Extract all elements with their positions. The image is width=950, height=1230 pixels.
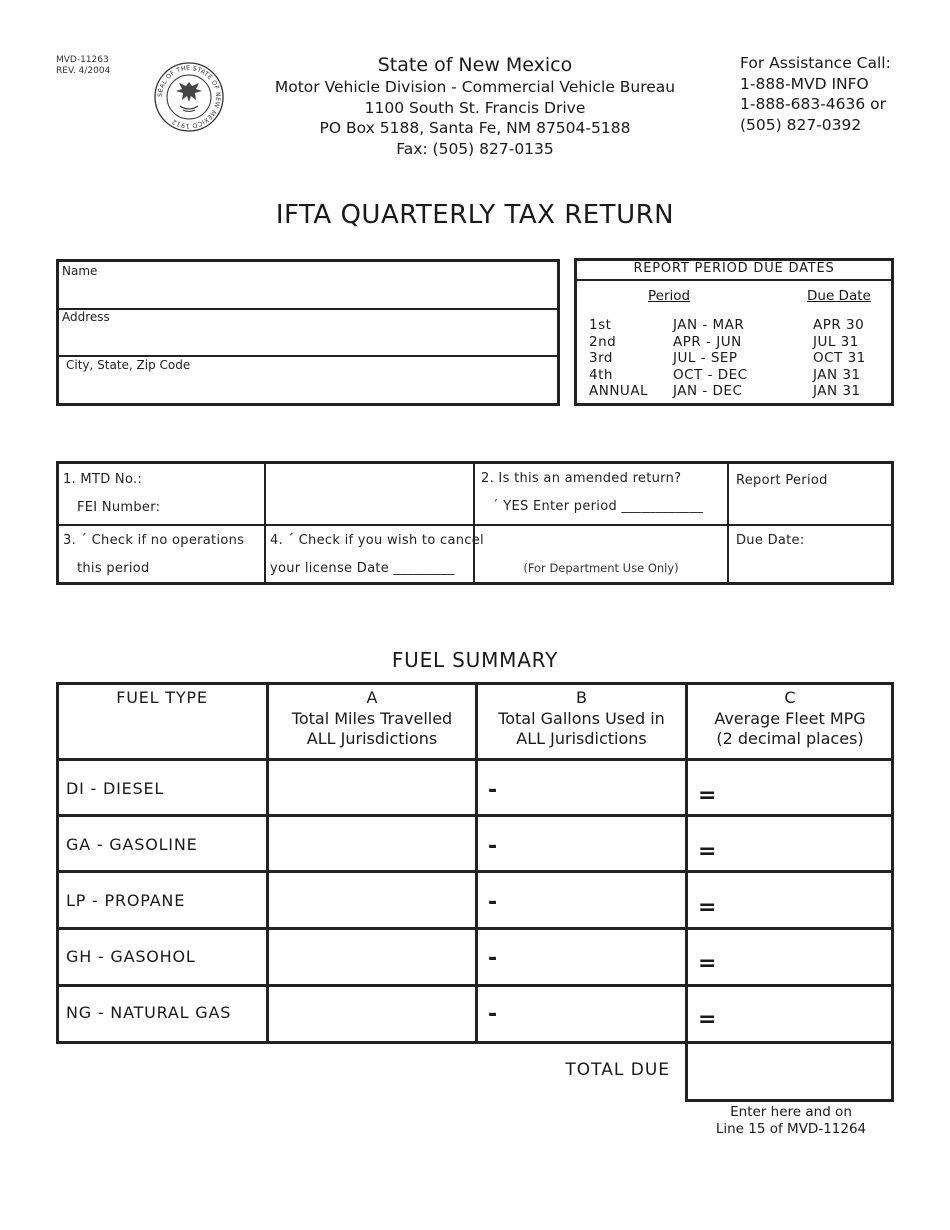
column-c-header: C Average Fleet MPG (2 decimal places) [714,688,866,748]
natural-gas-gallons-input[interactable] [478,987,685,1042]
seal-text: SEAL OF THE STATE OF NEW MEXICO 1912 [156,64,222,130]
fuel-type-propane: LP - PROPANE [66,891,186,910]
table-row: 4th OCT - DEC JAN 31 [589,366,861,383]
minus-sign: - [488,890,498,915]
mtd-number-label: 1. MTD No.: [63,472,143,487]
diesel-miles-input[interactable] [269,761,475,814]
department-use-label: (For Department Use Only) [523,561,679,575]
natural-gas-miles-input[interactable] [269,987,475,1042]
assistance-label: For Assistance Call: [740,54,891,72]
division-name: Motor Vehicle Division - Commercial Vehicle Bureau [274,78,676,96]
cancel-date-field[interactable]: your license Date _________ [270,561,455,576]
propane-miles-input[interactable] [269,873,475,927]
fei-number-label: FEI Number: [77,500,161,515]
due-date-col-header: Due Date [807,288,871,304]
table-row: 3rd JUL - SEP OCT 31 [589,350,866,366]
propane-gallons-input[interactable] [478,873,685,927]
equals-sign: = [698,1007,717,1032]
gasohol-miles-input[interactable] [269,930,475,984]
gasoline-miles-input[interactable] [269,817,475,870]
name-field[interactable] [62,264,556,306]
fuel-type-gasoline: GA - GASOLINE [66,835,198,854]
diesel-gallons-input[interactable] [478,761,685,814]
fuel-type-header: FUEL TYPE [116,688,208,707]
form-revision: REV. 4/2004 [56,66,111,76]
gasohol-gallons-input[interactable] [478,930,685,984]
due-date-field[interactable]: Due Date: [736,533,805,548]
table-row: 2nd APR - JUN JUL 31 [589,333,859,350]
cancel-license-checkbox[interactable]: 4. ´ Check if you wish to cancel [270,533,484,548]
total-due-note: Enter here and on Line 15 of MVD-11264 [715,1104,867,1137]
no-operations-checkbox[interactable]: 3. ´ Check if no operations [63,533,245,548]
column-b-header: B Total Gallons Used in ALL Jurisdictions [498,688,665,748]
mtd-fei-input[interactable] [267,464,472,523]
propane-mpg-input[interactable] [688,873,892,927]
fuel-type-gasohol: GH - GASOHOL [66,947,196,966]
total-due-label: TOTAL DUE [565,1060,670,1080]
equals-sign: = [698,951,717,976]
gasoline-gallons-input[interactable] [478,817,685,870]
period-col-header: Period [648,288,691,304]
due-dates-title: REPORT PERIOD DUE DATES [633,261,835,276]
name-label: Name [62,264,98,278]
city-state-zip-field[interactable] [66,358,556,402]
total-due-input[interactable] [685,1041,894,1102]
state-name: State of New Mexico [377,54,573,76]
table-row: 1st JAN - MAR APR 30 [589,317,865,333]
amended-yes-checkbox[interactable]: ´ YES Enter period ____________ [492,499,704,514]
agency-header [250,53,700,159]
diesel-mpg-input[interactable] [688,761,892,814]
form-number: MVD-11263 [56,55,109,65]
amended-return-question: 2. Is this an amended return? [481,471,682,486]
minus-sign: - [488,1002,498,1027]
equals-sign: = [698,783,717,808]
fuel-type-natural-gas: NG - NATURAL GAS [66,1003,232,1022]
due-dates-table [589,317,866,400]
po-box: PO Box 5188, Santa Fe, NM 87504-5188 [319,119,631,137]
city-state-zip-label: City, State, Zip Code [66,358,191,372]
assistance-phone-2: 1-888-683-4636 or [740,95,887,113]
address-label: Address [62,310,110,324]
fax-number: Fax: (505) 827-0135 [396,139,554,158]
equals-sign: = [698,839,717,864]
minus-sign: - [488,834,498,859]
address-field[interactable] [62,310,556,354]
gasoline-mpg-input[interactable] [688,817,892,870]
assistance-phone-1: 1-888-MVD INFO [740,74,869,93]
column-a-header: A Total Miles Travelled ALL Jurisdictions [291,688,453,748]
page-title: IFTA QUARTERLY TAX RETURN [275,200,675,230]
assistance-phone-3: (505) 827-0392 [740,115,862,134]
report-period-field[interactable]: Report Period [736,473,828,488]
table-row: ANNUAL JAN - DEC JAN 31 [589,383,861,399]
fuel-type-diesel: DI - DIESEL [66,779,165,798]
natural-gas-mpg-input[interactable] [688,987,892,1042]
fuel-summary-title: FUEL SUMMARY [391,648,559,672]
equals-sign: = [698,895,717,920]
state-seal-icon [152,62,226,132]
no-operations-label: this period [77,561,150,576]
minus-sign: - [488,778,498,803]
street-address: 1100 South St. Francis Drive [364,98,586,117]
assistance-block [740,53,940,135]
gasohol-mpg-input[interactable] [688,930,892,984]
minus-sign: - [488,946,498,971]
